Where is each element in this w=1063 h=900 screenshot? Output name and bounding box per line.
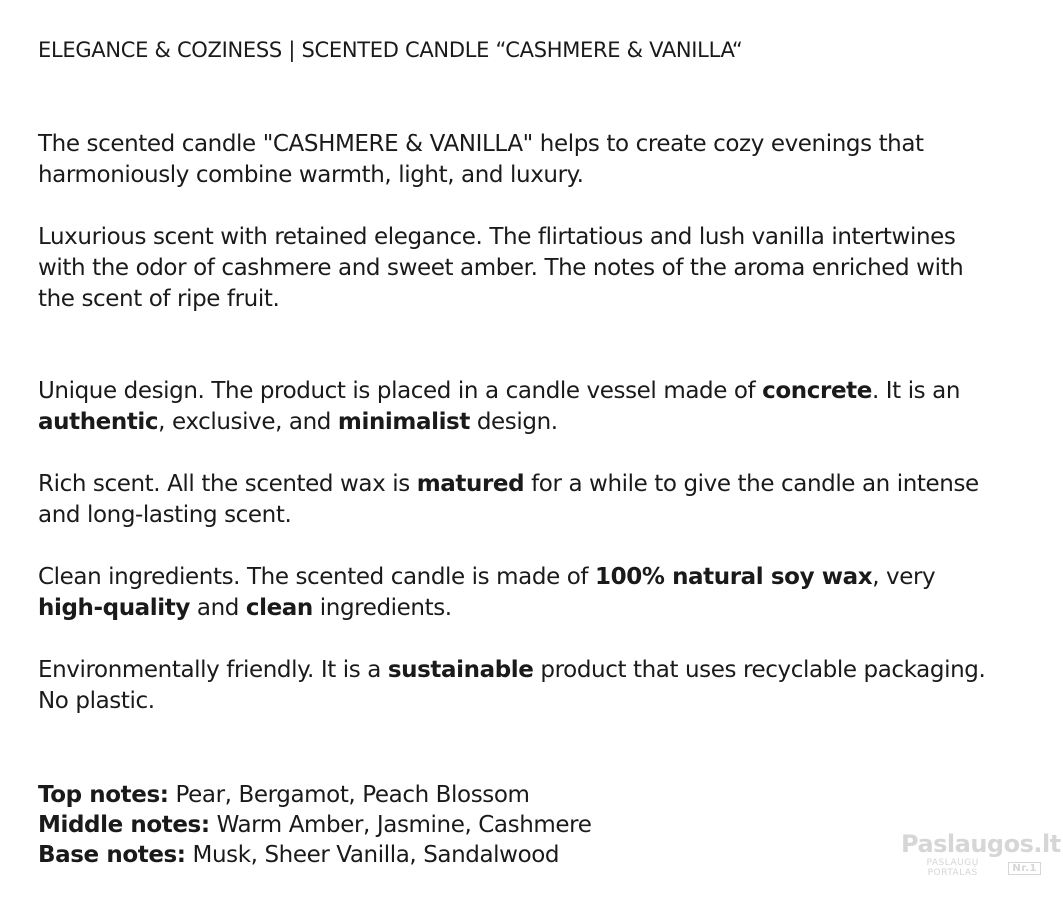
watermark (901, 830, 1061, 878)
clean-ingredients-paragraph (38, 562, 998, 624)
bold-run: minimalist (337, 409, 470, 435)
top-notes-value: Pear, Bergamot, Peach Blossom (168, 782, 530, 808)
text-run: Unique design. The product is placed in a candle vessel made of (38, 378, 763, 404)
base-notes-line (38, 840, 591, 870)
document-heading: ELEGANCE & COZINESS | SCENTED CANDLE “CASHMERE & VANILLA“ (38, 38, 743, 62)
rich-scent-paragraph (38, 469, 998, 531)
bold-run: concrete (762, 378, 872, 404)
text-run: product that uses recyclable packaging. No plastic. (38, 657, 986, 714)
design-paragraph (38, 376, 1018, 438)
watermark-subtitle-row (901, 858, 1041, 878)
middle-notes-value: Warm Amber, Jasmine, Cashmere (209, 812, 592, 838)
watermark-logo: Paslaugos.lt (901, 830, 1061, 858)
top-notes-label: Top notes: (38, 782, 169, 808)
text-run: for a while to give the candle an intense and long-lasting scent. (38, 471, 979, 528)
intro-paragraph: The scented candle "CASHMERE & VANILLA" helps to create cozy evenings that harmoniously combine warmth, light, and luxury. (38, 131, 924, 188)
text-run: , exclusive, and (158, 409, 338, 435)
base-notes-label: Base notes: (38, 842, 186, 868)
bold-run: sustainable (387, 657, 534, 683)
text-run: Clean ingredients. The scented candle is made of (38, 564, 596, 590)
watermark-badge: Nr.1 (1008, 862, 1041, 875)
fragrance-notes (38, 780, 591, 870)
text-run: ingredients. (312, 595, 452, 621)
environment-paragraph (38, 655, 998, 717)
bold-run: high-quality (38, 595, 190, 621)
text-run: and (189, 595, 246, 621)
text-run: Rich scent. All the scented wax is (38, 471, 417, 497)
watermark-subtitle: PASLAUGŲ PORTALAS (926, 858, 979, 878)
text-run: Environmentally friendly. It is a (38, 657, 388, 683)
text-run: design. (469, 409, 558, 435)
bold-run: clean (245, 595, 313, 621)
middle-notes-line (38, 810, 591, 840)
text-run: . It is an (871, 378, 961, 404)
top-notes-line (38, 780, 591, 810)
bold-run: authentic (38, 409, 159, 435)
middle-notes-label: Middle notes: (38, 812, 210, 838)
text-run: , very (872, 564, 936, 590)
base-notes-value: Musk, Sheer Vanilla, Sandalwood (185, 842, 560, 868)
scent-paragraph: Luxurious scent with retained elegance. The flirtatious and lush vanilla intertwines with the odor of cashmere and sweet amber. The notes of the aroma enriched with the scent of ripe fruit. (38, 224, 964, 312)
bold-run: matured (416, 471, 525, 497)
bold-run: 100% natural soy wax (595, 564, 873, 590)
